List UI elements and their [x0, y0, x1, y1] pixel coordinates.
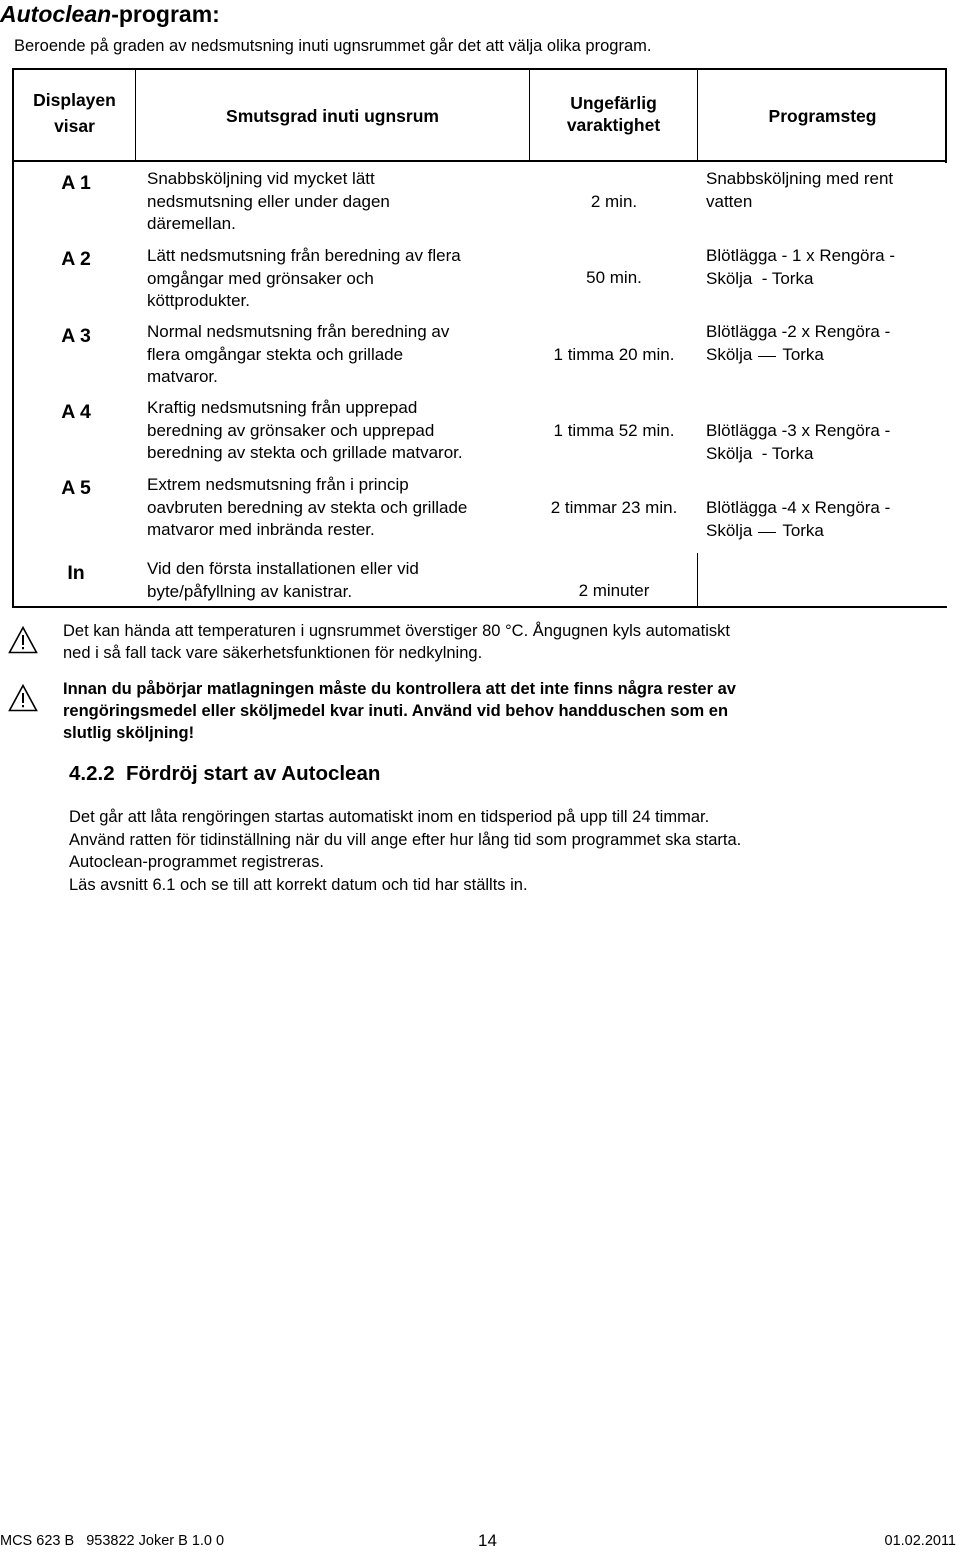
program-steps	[706, 245, 946, 290]
soil-description	[147, 245, 527, 313]
desc-line: matvaror.	[147, 367, 218, 386]
header-duration-line1: Ungefärlig	[570, 93, 657, 113]
desc-line: Vid den första installationen eller vid	[147, 559, 419, 578]
program-steps	[706, 321, 946, 366]
warning-temperature	[63, 620, 943, 664]
steps-line	[706, 344, 946, 367]
header-display	[14, 89, 135, 137]
intro-text: Beroende på graden av nedsmutsning inuti ugnsrummet går det att välja olika program.	[14, 37, 652, 55]
footer-doc-id: MCS 623 B 953822 Joker B 1.0 0	[0, 1533, 225, 1549]
steps-line: Snabbsköljning med rent	[706, 169, 894, 188]
table-border-left	[12, 68, 14, 608]
desc-line: däremellan.	[147, 214, 236, 233]
header-duration-line2: varaktighet	[566, 115, 661, 135]
display-code: A 5	[61, 477, 91, 499]
warning-line: ned i så fall tack vare säkerhetsfunktionen för nedkylning.	[63, 644, 483, 662]
title-italic: Autoclean	[0, 1, 112, 27]
display-code: A 4	[61, 401, 91, 423]
table-border-bottom	[12, 606, 947, 608]
soil-description	[147, 168, 527, 236]
warning-line: slutlig sköljning!	[63, 724, 195, 742]
soil-description	[147, 474, 527, 542]
header-steps: Programsteg	[768, 106, 877, 126]
soil-description	[147, 321, 527, 389]
steps-part: Torka	[782, 520, 824, 540]
desc-line: oavbruten beredning av stekta och grillade	[147, 497, 468, 517]
desc-line: Extrem nedsmutsning från i princip	[147, 475, 409, 494]
desc-line: Lätt nedsmutsning från beredning av flera	[147, 246, 461, 265]
steps-part: Skölja	[706, 520, 753, 540]
desc-line: Kraftig nedsmutsning från upprepad	[147, 398, 418, 417]
footer-date: 01.02.2011	[884, 1533, 956, 1549]
steps-part: Skölja	[706, 344, 753, 364]
desc-line: matvaror med inbrända rester.	[147, 520, 375, 539]
section-heading: 4.2.2 Fördröj start av Autoclean	[69, 762, 381, 785]
desc-line: beredning av stekta och grillade matvaror.	[147, 443, 463, 462]
steps-line: Skölja - Torka	[706, 443, 814, 463]
section-body	[69, 806, 939, 896]
header-duration	[530, 92, 697, 136]
steps-line: vatten	[706, 191, 753, 211]
table-border-top	[12, 68, 947, 70]
title-rest: -program:	[111, 1, 220, 27]
steps-part: Torka	[782, 344, 824, 364]
header-display-line1: Displayen	[33, 90, 116, 110]
desc-line: byte/påfyllning av kanistrar.	[147, 581, 353, 601]
steps-line: Blötlägga -3 x Rengöra -	[706, 421, 891, 440]
display-code: A 3	[61, 325, 91, 347]
body-line: Det går att låta rengöringen startas automatiskt inom en tidsperiod på upp till 24 timmar.	[69, 808, 710, 826]
steps-line: Skölja - Torka	[706, 268, 814, 288]
desc-line: beredning av grönsaker och upprepad	[147, 420, 435, 440]
duration: 2 minuter	[578, 581, 650, 600]
desc-line: omgångar med grönsaker och	[147, 268, 374, 288]
program-steps	[706, 420, 946, 465]
steps-line: Blötlägga -2 x Rengöra -	[706, 322, 891, 341]
steps-line	[706, 520, 946, 543]
header-divider	[12, 160, 947, 162]
duration: 1 timma 20 min.	[553, 345, 675, 364]
desc-line: Normal nedsmutsning från beredning av	[147, 322, 450, 341]
body-line: Använd ratten för tidinställning när du vill ange efter hur lång tid som programmet ska starta.	[69, 830, 742, 849]
warning-triangle-icon	[8, 626, 38, 654]
desc-line: nedsmutsning eller under dagen	[147, 191, 390, 211]
warning-triangle-icon	[8, 684, 38, 712]
steps-line: Blötlägga - 1 x Rengöra -	[706, 246, 895, 265]
body-line: Autoclean-programmet registreras.	[69, 853, 324, 871]
desc-line: flera omgångar stekta och grillade	[147, 344, 404, 364]
program-steps	[706, 168, 946, 213]
desc-line: Snabbsköljning vid mycket lätt	[147, 169, 375, 188]
soil-description	[147, 397, 527, 465]
warning-line: rengöringsmedel eller sköljmedel kvar inuti. Använd vid behov handduschen som en	[63, 702, 729, 720]
warning-line: Innan du påbörjar matlagningen måste du kontrollera att det inte finns några rester av	[63, 680, 736, 698]
header-display-line2: visar	[54, 116, 95, 136]
soil-description	[147, 558, 527, 603]
body-line: Läs avsnitt 6.1 och se till att korrekt datum och tid har ställts in.	[69, 875, 528, 894]
display-code: A 2	[61, 248, 91, 270]
display-code: In	[67, 562, 85, 584]
dash-line	[758, 356, 776, 357]
warning-line: Det kan hända att temperaturen i ugnsrummet överstiger 80 °C. Ångugnen kyls automatiskt	[63, 622, 730, 640]
header-soil: Smutsgrad inuti ugnsrum	[226, 106, 439, 126]
desc-line: köttprodukter.	[147, 291, 251, 310]
duration: 1 timma 52 min.	[553, 421, 675, 440]
warning-residue	[63, 678, 943, 744]
page-title	[0, 0, 220, 28]
duration: 2 timmar 23 min.	[550, 498, 678, 517]
program-steps	[706, 497, 946, 542]
steps-line: Blötlägga -4 x Rengöra -	[706, 498, 891, 517]
duration: 2 min.	[590, 192, 638, 211]
dash-line	[758, 532, 776, 533]
duration: 50 min.	[586, 268, 642, 287]
page-number: 14	[478, 1531, 497, 1550]
display-code: A 1	[61, 172, 91, 194]
